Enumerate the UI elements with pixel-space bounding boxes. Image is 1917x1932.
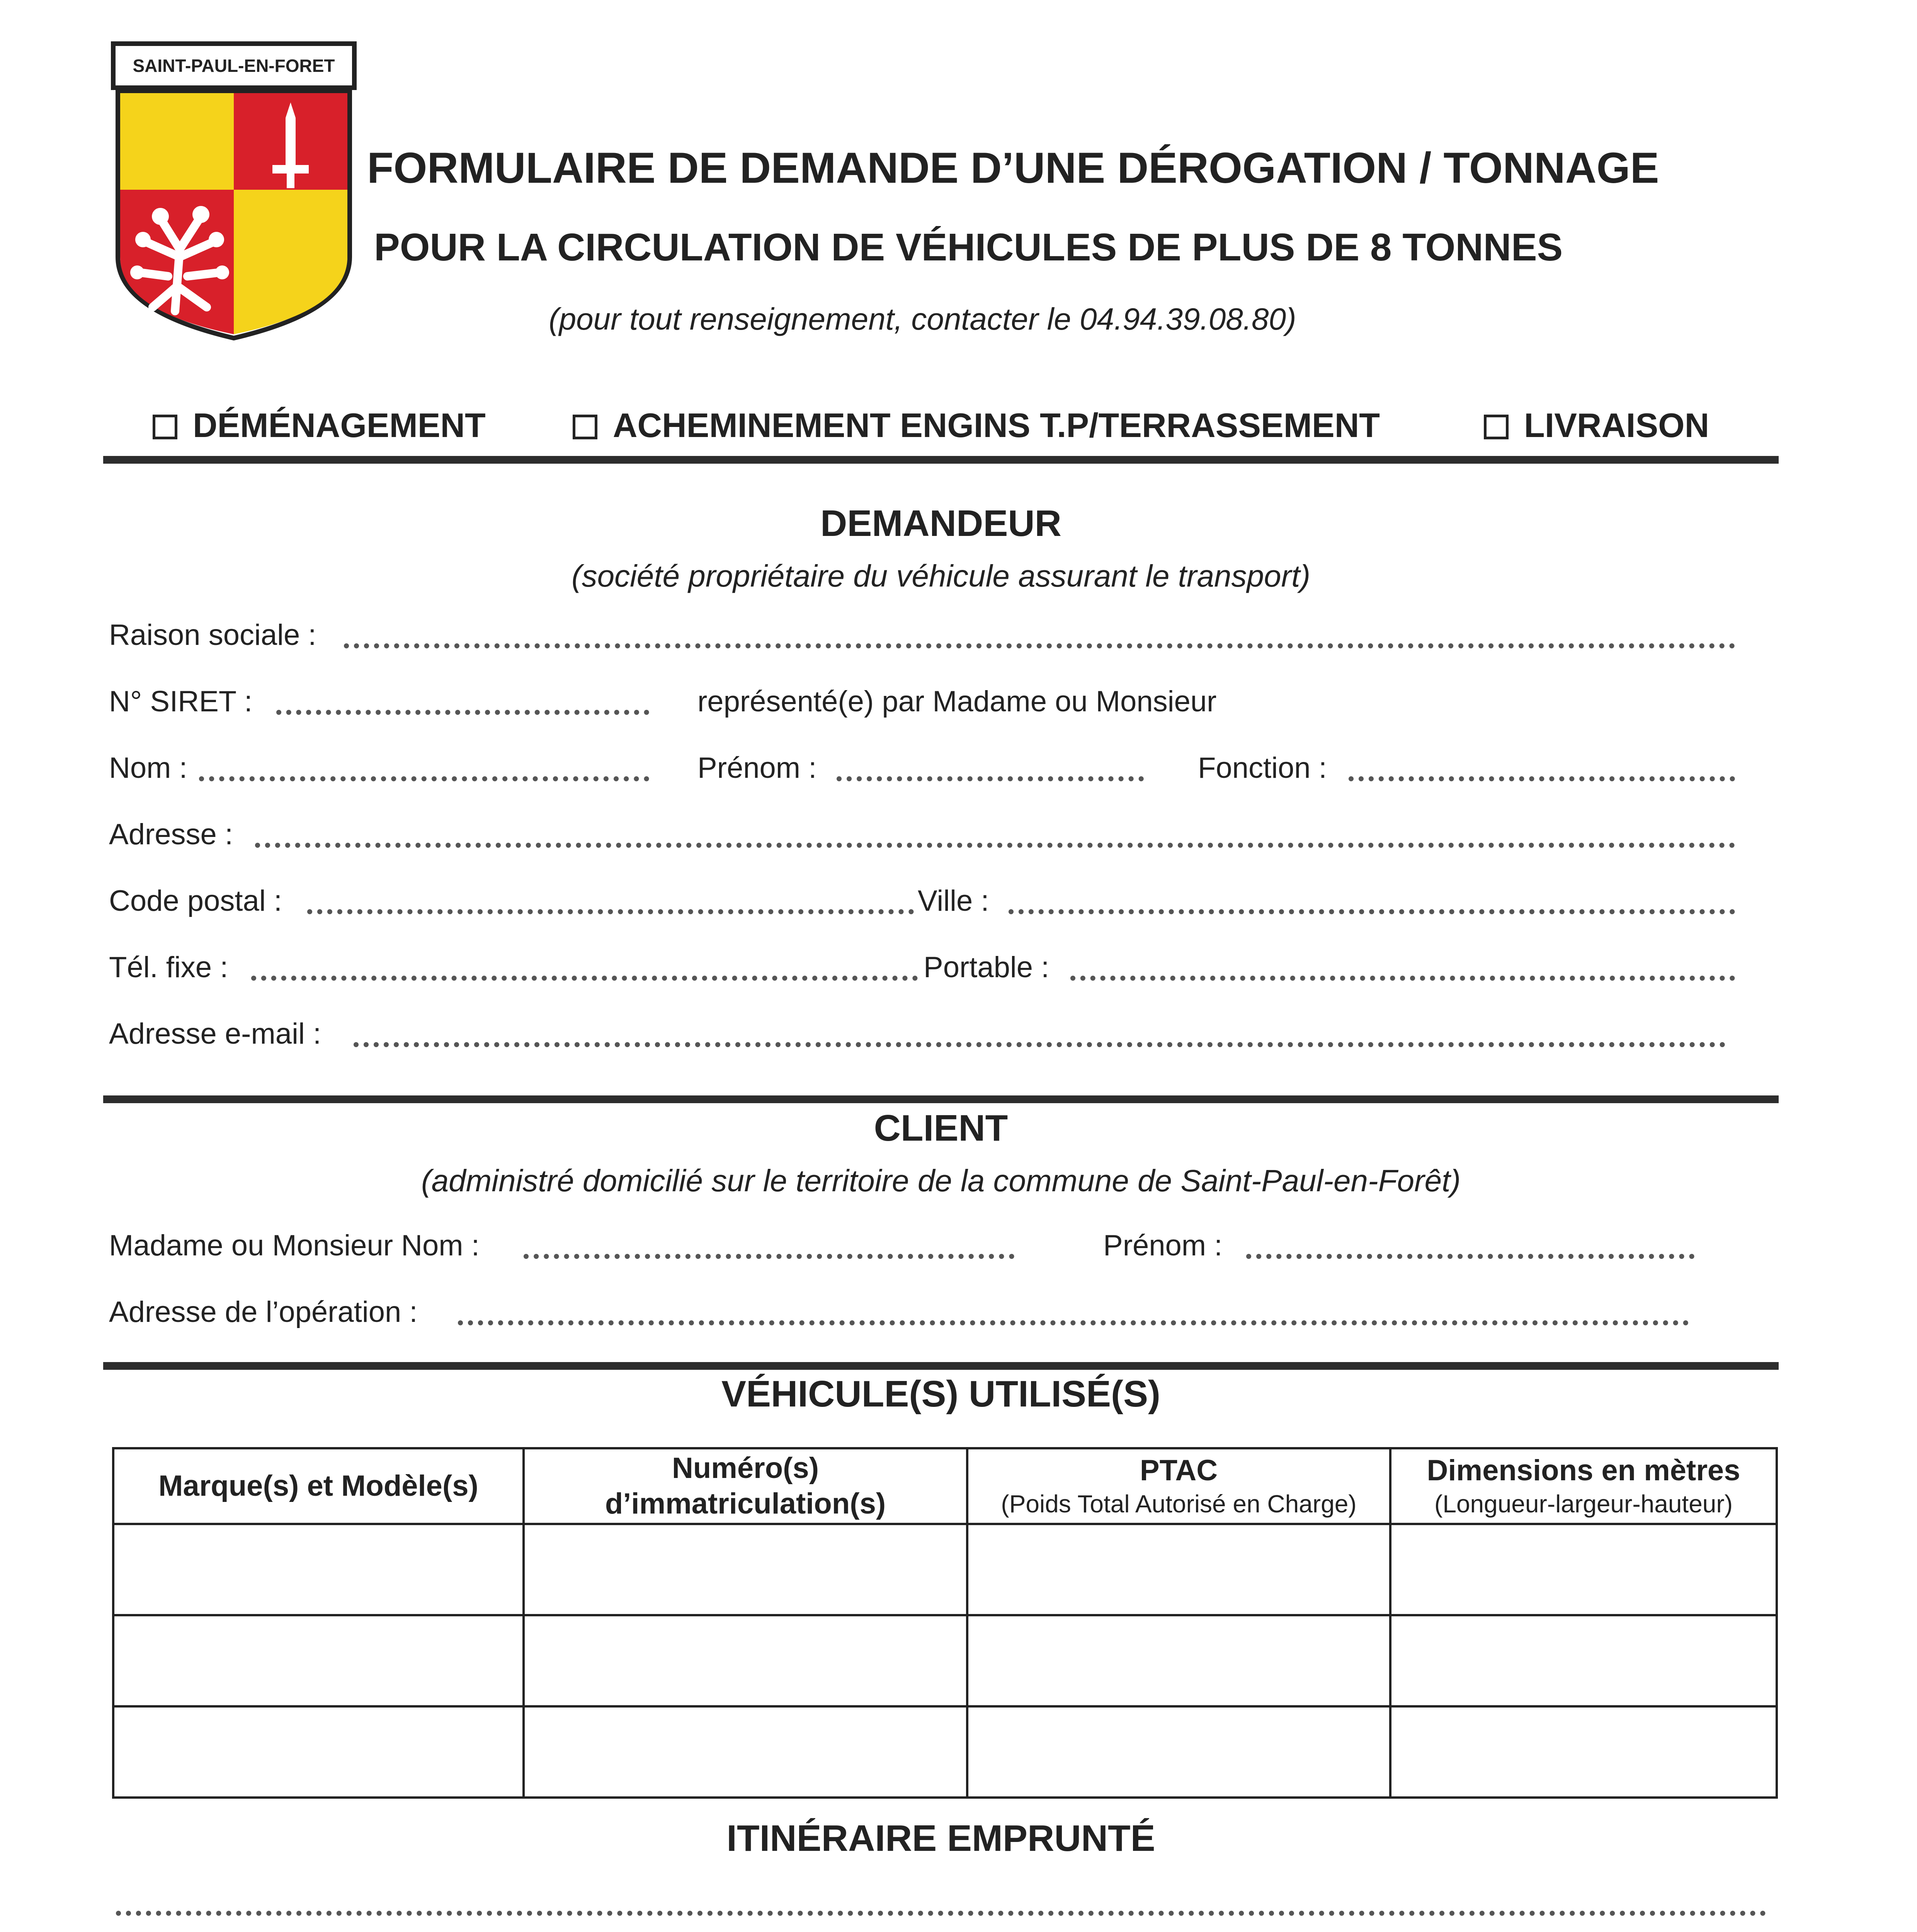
checkbox-demenagement[interactable] <box>153 415 177 439</box>
client-heading: CLIENT <box>874 1107 1008 1149</box>
fonction-field[interactable] <box>1349 776 1735 781</box>
tel-fixe-label: Tél. fixe : <box>109 951 228 984</box>
siret-label: N° SIRET : <box>109 685 253 718</box>
table-cell[interactable] <box>1390 1524 1777 1615</box>
code-postal-field[interactable] <box>307 909 914 914</box>
siret-field[interactable] <box>276 710 649 715</box>
email-label: Adresse e-mail : <box>109 1017 321 1050</box>
table-cell[interactable] <box>1390 1615 1777 1706</box>
adresse-label: Adresse : <box>109 818 233 851</box>
client-subtitle: (administré domicilié sur le territoire de la commune de Saint-Paul-en-Forêt) <box>421 1163 1461 1198</box>
represente-label: représenté(e) par Madame ou Monsieur <box>697 685 1217 718</box>
ville-label: Ville : <box>918 884 989 917</box>
divider <box>103 1095 1779 1103</box>
table-cell[interactable] <box>113 1706 524 1798</box>
prenom-label: Prénom : <box>697 752 817 784</box>
itineraire-heading: ITINÉRAIRE EMPRUNTÉ <box>726 1818 1155 1859</box>
adresse-operation-label: Adresse de l’opération : <box>109 1296 418 1328</box>
table-cell[interactable] <box>1390 1706 1777 1798</box>
table-cell[interactable] <box>524 1615 967 1706</box>
column-header-immatriculation: Numéro(s) d’immatriculation(s) <box>524 1448 967 1524</box>
table-cell[interactable] <box>967 1706 1390 1798</box>
client-nom-field[interactable] <box>524 1254 1014 1259</box>
table-cell[interactable] <box>524 1524 967 1615</box>
portable-label: Portable : <box>924 951 1050 984</box>
table-cell[interactable] <box>967 1524 1390 1615</box>
form-title: FORMULAIRE DE DEMANDE D’UNE DÉROGATION / TONNAGE <box>367 144 1659 192</box>
nom-label: Nom : <box>109 752 187 784</box>
table-header-row <box>113 1448 1777 1524</box>
table-row <box>113 1615 1777 1706</box>
itineraire-field-line-1[interactable] <box>116 1911 1766 1916</box>
client-prenom-label: Prénom : <box>1103 1229 1223 1262</box>
tel-fixe-field[interactable] <box>251 976 918 981</box>
divider <box>103 1362 1779 1370</box>
contact-info: (pour tout renseignement, contacter le 04.94.39.08.80) <box>549 302 1296 336</box>
table-cell[interactable] <box>113 1524 524 1615</box>
demandeur-heading: DEMANDEUR <box>820 503 1061 544</box>
ville-field[interactable] <box>1009 909 1735 914</box>
option-livraison[interactable]: LIVRAISON <box>1484 406 1709 445</box>
option-demenagement[interactable]: DÉMÉNAGEMENT <box>153 406 486 445</box>
table-row <box>113 1706 1777 1798</box>
vehicules-table <box>112 1447 1778 1799</box>
fonction-label: Fonction : <box>1198 752 1327 784</box>
portable-field[interactable] <box>1070 976 1735 981</box>
email-field[interactable] <box>354 1042 1725 1047</box>
table-cell[interactable] <box>113 1615 524 1706</box>
table-row <box>113 1524 1777 1615</box>
column-header-marque: Marque(s) et Modèle(s) <box>113 1448 524 1524</box>
demandeur-subtitle: (société propriétaire du véhicule assurant le transport) <box>571 559 1311 593</box>
raison-sociale-field[interactable] <box>344 643 1735 648</box>
column-header-ptac: PTAC (Poids Total Autorisé en Charge) <box>967 1448 1390 1524</box>
form-subtitle: POUR LA CIRCULATION DE VÉHICULES DE PLUS DE 8 TONNES <box>374 226 1563 269</box>
client-nom-label: Madame ou Monsieur Nom : <box>109 1229 480 1262</box>
divider <box>103 456 1779 464</box>
option-acheminement[interactable]: ACHEMINEMENT ENGINS T.P/TERRASSEMENT <box>573 406 1380 445</box>
adresse-operation-field[interactable] <box>458 1320 1689 1325</box>
vehicules-heading: VÉHICULE(S) UTILISÉ(S) <box>721 1373 1160 1415</box>
table-cell[interactable] <box>967 1615 1390 1706</box>
raison-sociale-label: Raison sociale : <box>109 619 316 651</box>
adresse-field[interactable] <box>255 843 1735 848</box>
client-prenom-field[interactable] <box>1246 1254 1694 1259</box>
town-logo <box>110 41 357 346</box>
logo-town-label: SAINT-PAUL-EN-FORET <box>133 56 335 76</box>
checkbox-acheminement[interactable] <box>573 415 597 439</box>
table-cell[interactable] <box>524 1706 967 1798</box>
prenom-field[interactable] <box>837 776 1144 781</box>
nom-field[interactable] <box>199 776 649 781</box>
column-header-dimensions: Dimensions en mètres (Longueur-largeur-hauteur) <box>1390 1448 1777 1524</box>
code-postal-label: Code postal : <box>109 884 282 917</box>
checkbox-livraison[interactable] <box>1484 415 1509 439</box>
